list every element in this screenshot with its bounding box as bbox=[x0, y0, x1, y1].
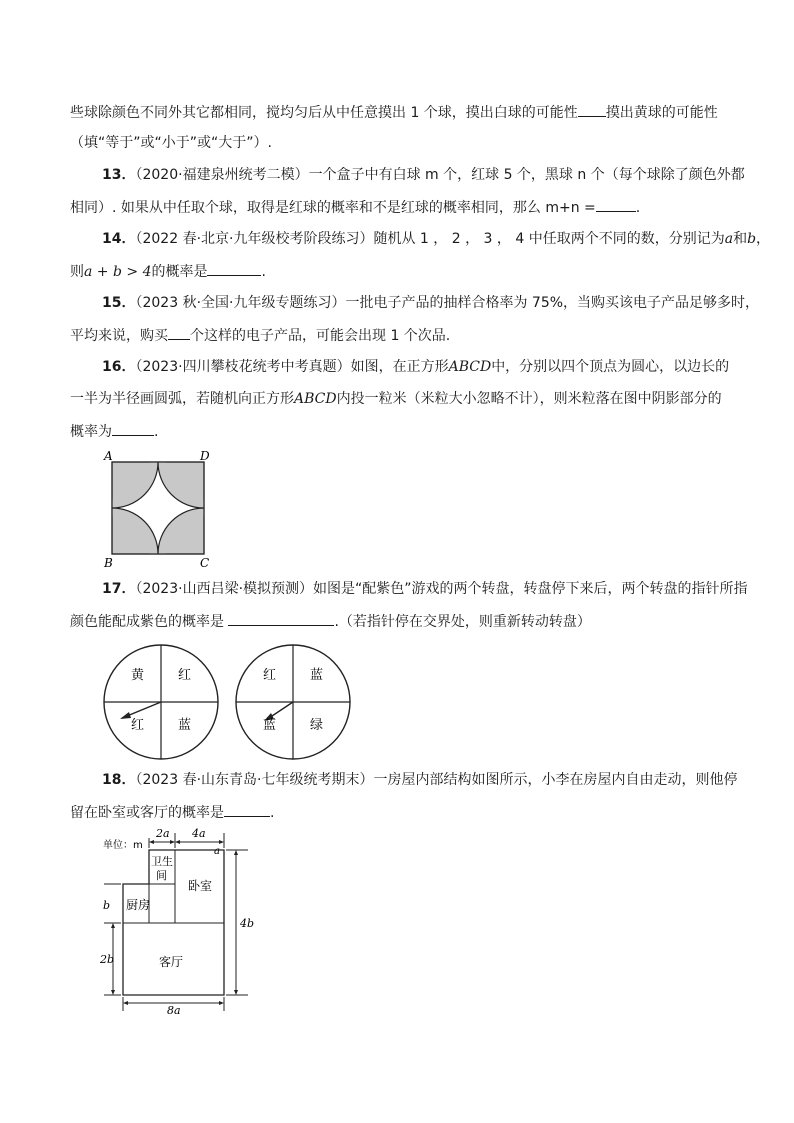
dim-2b: 2b bbox=[100, 953, 115, 966]
q13-line1: 13．（2020·福建泉州统考二模）一个盒子中有白球 m 个，红球 5 个，黑球 n 个（每个球除了颜色外都 bbox=[102, 167, 745, 183]
spinner2-sector-tl: 红 bbox=[263, 668, 277, 683]
dim-4b: 4b bbox=[240, 917, 255, 930]
kitchen-label: 厨房 bbox=[126, 898, 151, 912]
spinner1-sector-br: 蓝 bbox=[178, 718, 192, 733]
q14-line2: 则a + b > 4的概率是 . bbox=[70, 261, 266, 282]
q16-line3: 概率为 . bbox=[70, 421, 158, 442]
vertex-b-label: B bbox=[104, 556, 113, 570]
spinner1-sector-tl: 黄 bbox=[131, 668, 145, 683]
q18-line2: 留在卧室或客厅的概率是 . bbox=[70, 802, 274, 823]
q15-line2: 平均来说，购买 个这样的电子产品，可能会出现 1 个次品. bbox=[70, 325, 450, 346]
dim-4a: 4a bbox=[192, 827, 206, 840]
living-room-label: 客厅 bbox=[159, 955, 184, 969]
answer-blank[interactable] bbox=[596, 197, 636, 212]
q16-line2: 一半为半径画圆弧，若随机向正方形ABCD内投一粒米（米粒大小忽略不计），则米粒落在图中阴影部分的 bbox=[70, 391, 722, 407]
q15-line1: 15．（2023 秋·全国·九年级专题练习）一批电子产品的抽样合格率为 75%，当购买该电子产品足够多时， bbox=[102, 295, 760, 311]
answer-blank[interactable] bbox=[578, 102, 606, 117]
q14-line1: 14．（2022 春·北京·九年级校考阶段练习）随机从 1 ， 2 ， 3 ， 4 中任取两个不同的数，分别记为a和b， bbox=[102, 231, 771, 247]
unit-label: 单位：m bbox=[103, 840, 143, 851]
answer-blank[interactable] bbox=[224, 802, 270, 817]
q16-square-figure bbox=[100, 448, 215, 570]
vertex-a-label: A bbox=[104, 449, 113, 463]
q17-spinners bbox=[100, 640, 360, 764]
vertex-d-label: D bbox=[200, 449, 210, 463]
bathroom-label-2: 间 bbox=[156, 869, 167, 882]
q17-line2: 颜色能配成紫色的概率是 .（若指针停在交界处，则重新转动转盘） bbox=[70, 611, 591, 632]
spinner-2 bbox=[236, 645, 350, 759]
q17-line1: 17．（2023·山西吕梁·模拟预测）如图是“配紫色”游戏的两个转盘，转盘停下来后，两个转盘的指针所指 bbox=[102, 581, 748, 597]
q16-line1: 16．（2023·四川攀枝花统考中考真题）如图，在正方形ABCD中，分别以四个顶点为圆心，以边长的 bbox=[102, 359, 730, 375]
answer-blank[interactable] bbox=[168, 325, 190, 340]
bathroom-label-1: 卫生 bbox=[151, 855, 173, 868]
dim-8a: 8a bbox=[167, 1004, 181, 1015]
spinner1-sector-bl: 红 bbox=[131, 718, 145, 733]
dim-2a: 2a bbox=[156, 827, 170, 840]
dim-a: a bbox=[214, 846, 220, 857]
q12-line1: 些球除颜色不同外其它都相同，搅均匀后从中任意摸出 1 个球，摸出白球的可能性 摸出黄球的可能性 bbox=[70, 102, 718, 123]
spinner2-sector-tr: 蓝 bbox=[310, 668, 324, 683]
dim-b: b bbox=[103, 899, 111, 912]
answer-blank[interactable] bbox=[112, 421, 154, 436]
vertex-c-label: C bbox=[200, 556, 210, 570]
spinner2-sector-br: 绿 bbox=[310, 718, 324, 733]
q13-line2: 相同）. 如果从中任取个球，取得是红球的概率和不是红球的概率相同，那么 m+n = . bbox=[70, 197, 640, 218]
q18-line1: 18．（2023 春·山东青岛·七年级统考期末）一房屋内部结构如图所示，小李在房屋内自由走动，则他停 bbox=[102, 772, 738, 788]
answer-blank[interactable] bbox=[228, 611, 334, 626]
q18-floor-plan bbox=[100, 825, 260, 1015]
bedroom-label: 卧室 bbox=[188, 879, 213, 893]
q12-line2: （填“等于”或“小于”或“大于”）. bbox=[70, 135, 272, 151]
spinner1-sector-tr: 红 bbox=[178, 668, 192, 683]
spinner-1 bbox=[104, 645, 218, 759]
spinner2-sector-bl: 蓝 bbox=[263, 718, 277, 733]
answer-blank[interactable] bbox=[207, 261, 261, 276]
